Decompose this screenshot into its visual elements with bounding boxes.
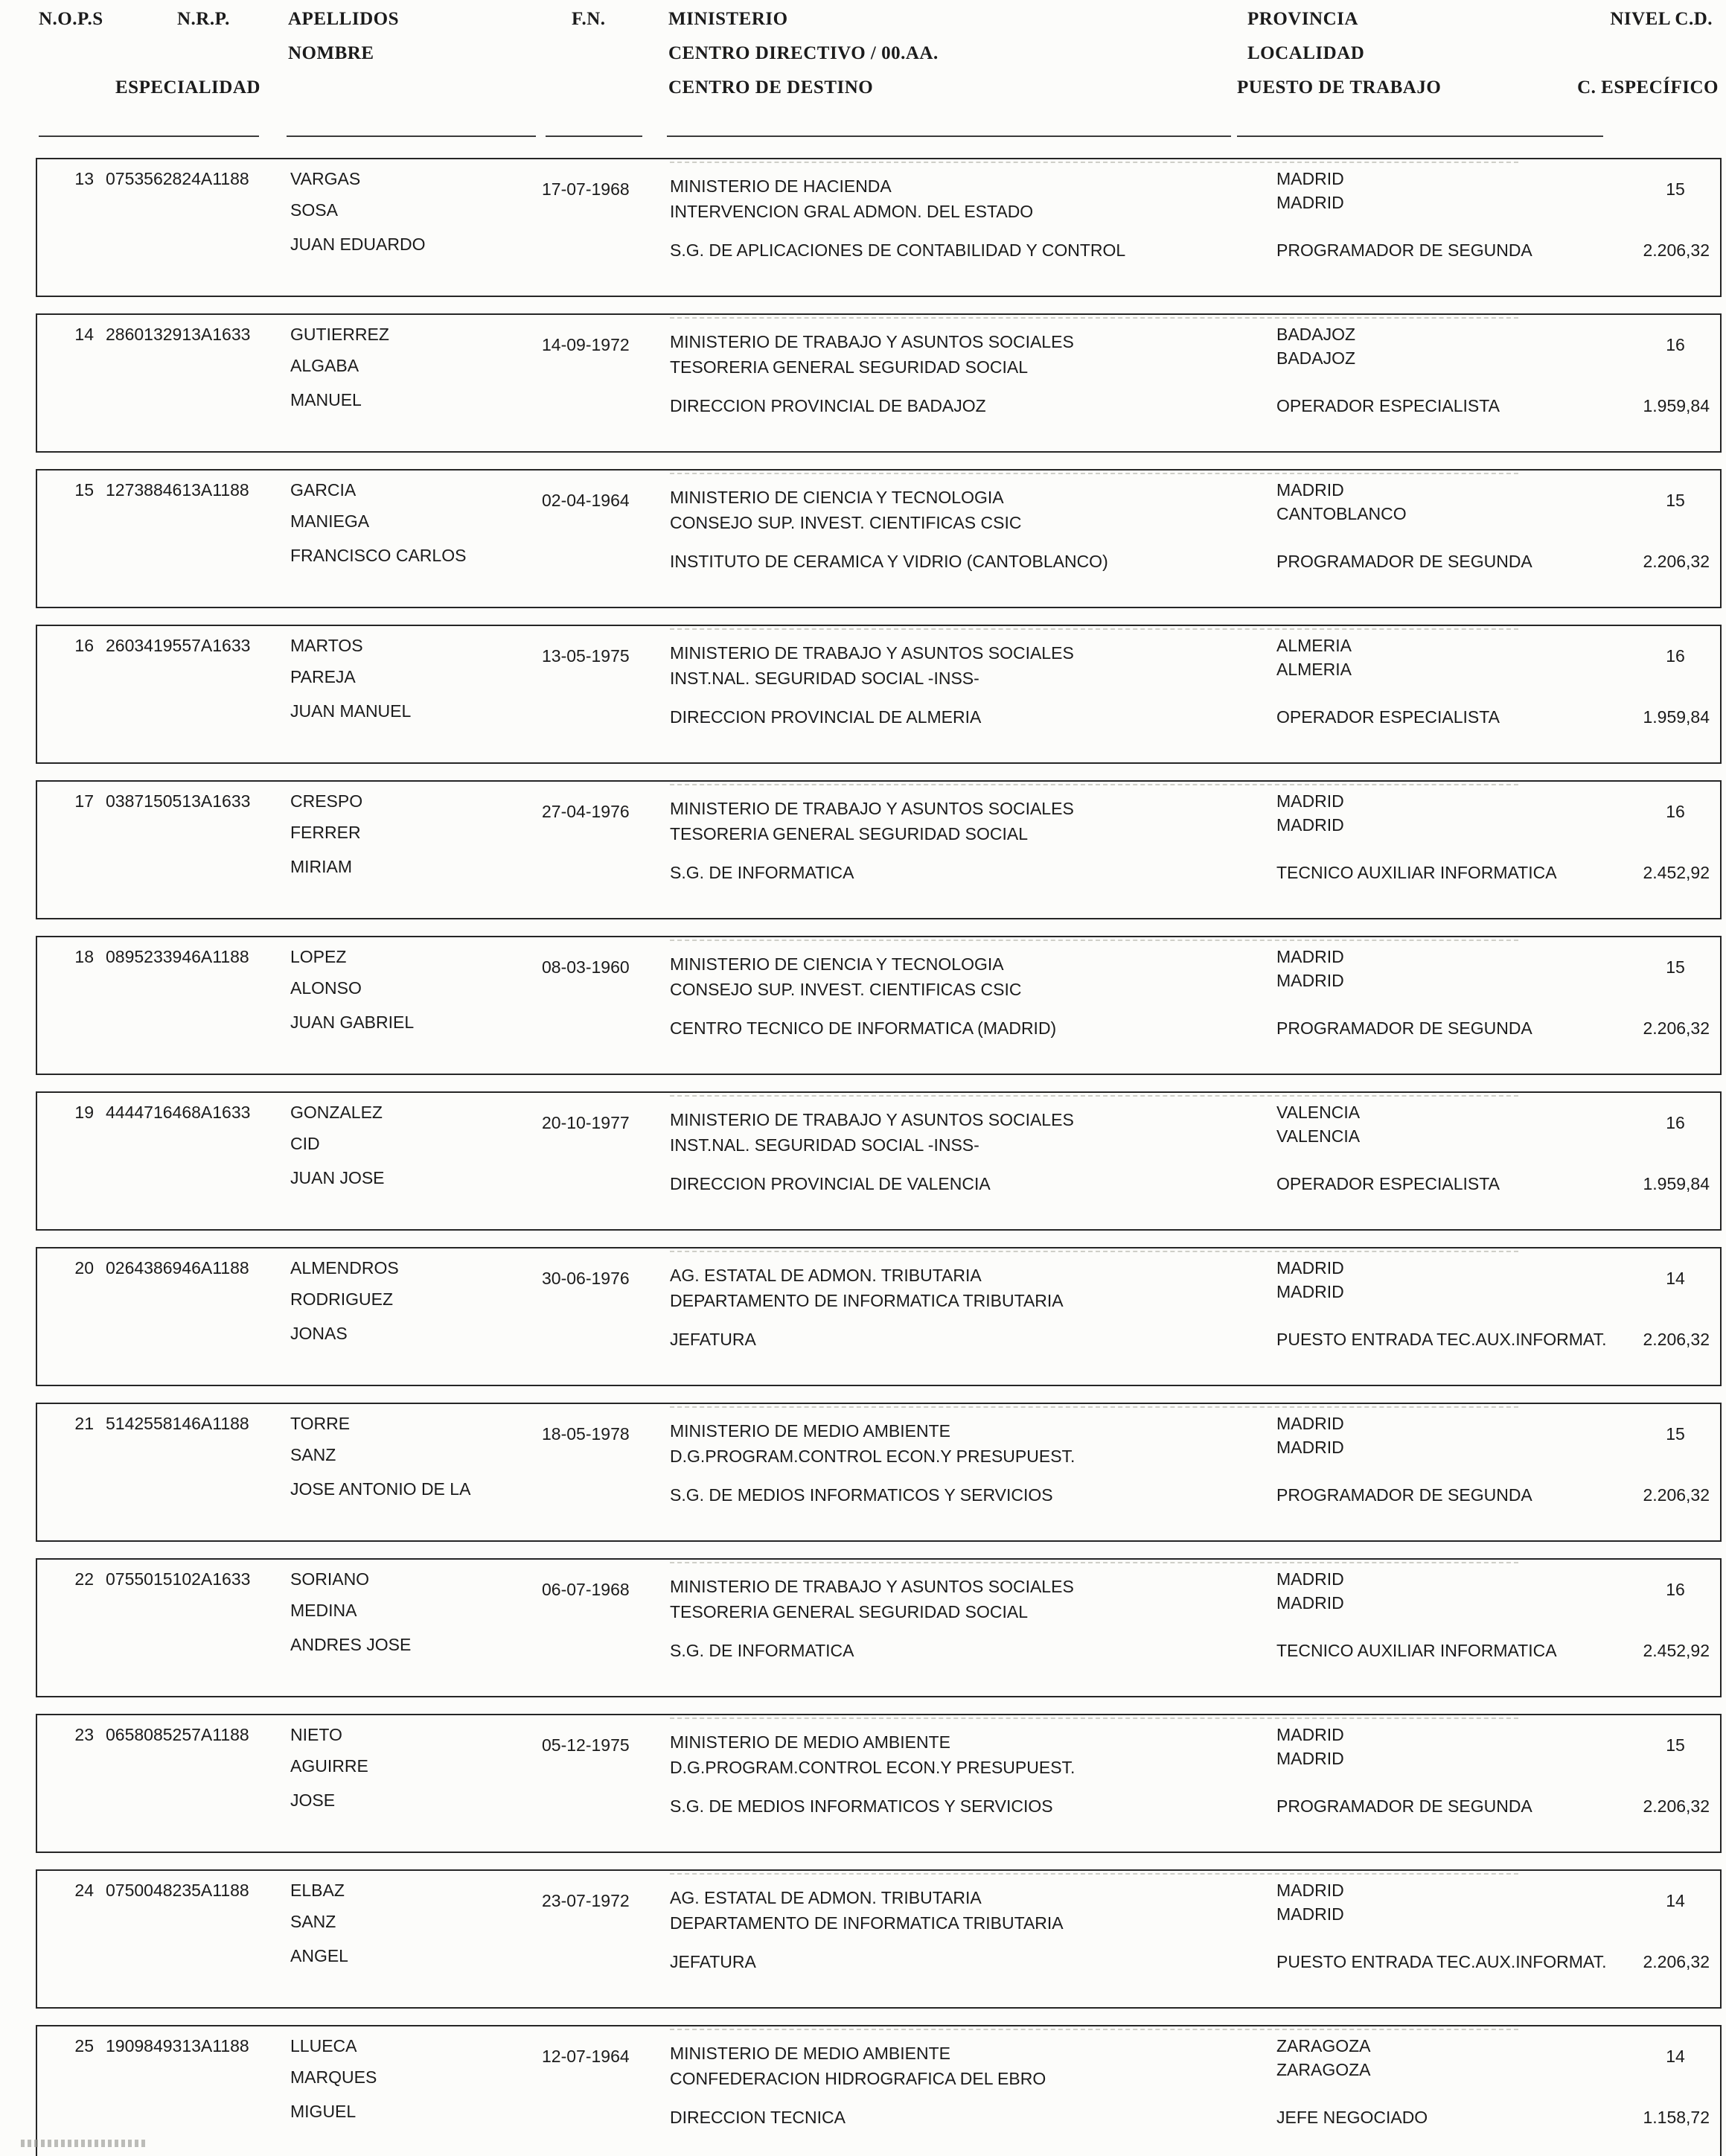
surname-1: VARGAS [290,169,361,188]
header-underline [546,135,642,137]
nrp-value: 1273884613A1188 [106,480,249,500]
directive-center: TESORERIA GENERAL SEGURIDAD SOCIAL [670,824,1028,843]
province: BADAJOZ [1276,325,1356,344]
nrp-value: 2603419557A1633 [106,636,251,655]
row-number: 19 [74,1103,94,1122]
scan-noise-line [670,940,1518,941]
header-underline [287,135,536,137]
specific-complement: 2.206,32 [1643,1018,1710,1038]
scan-noise-line [670,1406,1518,1408]
ministry: MINISTERIO DE TRABAJO Y ASUNTOS SOCIALES [670,1110,1074,1129]
table-row [36,158,1722,297]
ministry: MINISTERIO DE CIENCIA Y TECNOLOGIA [670,954,1004,974]
table-row [36,625,1722,764]
surname-1: LOPEZ [290,947,347,966]
scan-noise-line [670,2029,1518,2030]
surname-1: GUTIERREZ [290,325,389,344]
specific-complement: 1.959,84 [1643,1174,1710,1193]
nrp-value: 5142558146A1188 [106,1414,249,1433]
first-name: JUAN EDUARDO [290,235,426,254]
row-number: 15 [74,480,94,500]
directive-center: CONFEDERACION HIDROGRAFICA DEL EBRO [670,2069,1046,2088]
table-row [36,1091,1722,1231]
directive-center: CONSEJO SUP. INVEST. CIENTIFICAS CSIC [670,980,1022,999]
level-cd: 15 [1666,179,1685,199]
directive-center: INTERVENCION GRAL ADMON. DEL ESTADO [670,202,1034,221]
nrp-value: 2860132913A1633 [106,325,251,344]
locality: MADRID [1276,1749,1344,1768]
header-localidad: LOCALIDAD [1247,43,1365,63]
header-fn: F.N. [572,9,606,29]
destination-center: INSTITUTO DE CERAMICA Y VIDRIO (CANTOBLANCO) [670,552,1108,571]
row-number: 18 [74,947,94,966]
surname-1: ELBAZ [290,1881,345,1900]
surname-2: ALGABA [290,356,359,375]
birth-date: 23-07-1972 [542,1891,630,1910]
ministry: AG. ESTATAL DE ADMON. TRIBUTARIA [670,1266,982,1285]
locality: MADRID [1276,193,1344,212]
destination-center: S.G. DE MEDIOS INFORMATICOS Y SERVICIOS [670,1796,1053,1816]
scan-noise-line [670,162,1518,163]
header-nops: N.O.P.S [39,9,103,29]
surname-2: RODRIGUEZ [290,1289,393,1309]
scan-noise-line [670,628,1518,630]
nrp-value: 0264386946A1188 [106,1258,249,1278]
locality: MADRID [1276,1438,1344,1457]
header-apellidos: APELLIDOS [288,9,399,29]
directive-center: TESORERIA GENERAL SEGURIDAD SOCIAL [670,357,1028,377]
province: ALMERIA [1276,636,1352,655]
level-cd: 15 [1666,1735,1685,1755]
destination-center: DIRECCION PROVINCIAL DE ALMERIA [670,707,982,727]
destination-center: S.G. DE INFORMATICA [670,863,854,882]
table-row [36,1558,1722,1697]
scan-noise-line [670,1251,1518,1252]
birth-date: 06-07-1968 [542,1580,630,1599]
row-number: 14 [74,325,94,344]
specific-complement: 1.158,72 [1643,2108,1710,2127]
province: MADRID [1276,1414,1344,1433]
locality: MADRID [1276,1282,1344,1301]
birth-date: 18-05-1978 [542,1424,630,1444]
specific-complement: 2.206,32 [1643,1330,1710,1349]
level-cd: 15 [1666,1424,1685,1444]
nrp-value: 0753562824A1188 [106,169,249,188]
locality: ALMERIA [1276,660,1352,679]
birth-date: 17-07-1968 [542,179,630,199]
surname-1: TORRE [290,1414,351,1433]
destination-center: JEFATURA [670,1330,756,1349]
level-cd: 16 [1666,646,1685,666]
birth-date: 13-05-1975 [542,646,630,666]
scan-noise-line [670,1562,1518,1563]
table-row [36,2025,1722,2156]
first-name: ANGEL [290,1946,348,1965]
ministry: MINISTERIO DE MEDIO AMBIENTE [670,2044,950,2063]
table-row [36,469,1722,608]
row-number: 22 [74,1569,94,1589]
directive-center: INST.NAL. SEGURIDAD SOCIAL -INSS- [670,669,979,688]
directive-center: DEPARTAMENTO DE INFORMATICA TRIBUTARIA [670,1913,1064,1933]
job-position: PROGRAMADOR DE SEGUNDA [1276,1018,1532,1038]
destination-center: CENTRO TECNICO DE INFORMATICA (MADRID) [670,1018,1057,1038]
row-number: 24 [74,1881,94,1900]
destination-center: S.G. DE INFORMATICA [670,1641,854,1660]
scan-artifact [21,2140,147,2147]
job-position: PROGRAMADOR DE SEGUNDA [1276,1485,1532,1505]
ministry: AG. ESTATAL DE ADMON. TRIBUTARIA [670,1888,982,1907]
directive-center: DEPARTAMENTO DE INFORMATICA TRIBUTARIA [670,1291,1064,1310]
surname-1: MARTOS [290,636,363,655]
scan-noise-line [670,1718,1518,1719]
surname-2: SANZ [290,1912,336,1931]
table-row [36,1247,1722,1386]
header-nrp: N.R.P. [177,9,230,29]
level-cd: 16 [1666,335,1685,354]
locality: MADRID [1276,971,1344,990]
surname-2: MARQUES [290,2067,377,2087]
province: MADRID [1276,947,1344,966]
header-centro-directivo: CENTRO DIRECTIVO / 00.AA. [668,43,939,63]
level-cd: 15 [1666,957,1685,977]
specific-complement: 2.206,32 [1643,1796,1710,1816]
level-cd: 16 [1666,1113,1685,1132]
first-name: JOSE [290,1790,336,1810]
header-especialidad: ESPECIALIDAD [115,77,261,98]
header-provincia: PROVINCIA [1247,9,1358,29]
specific-complement: 2.206,32 [1643,1952,1710,1971]
surname-1: GONZALEZ [290,1103,383,1122]
birth-date: 02-04-1964 [542,491,630,510]
job-position: OPERADOR ESPECIALISTA [1276,396,1500,415]
surname-2: FERRER [290,823,361,842]
directive-center: CONSEJO SUP. INVEST. CIENTIFICAS CSIC [670,513,1022,532]
surname-2: MANIEGA [290,511,370,531]
locality: CANTOBLANCO [1276,504,1407,523]
destination-center: S.G. DE MEDIOS INFORMATICOS Y SERVICIOS [670,1485,1053,1505]
nrp-value: 1909849313A1188 [106,2036,249,2055]
header-underline [1237,135,1603,137]
header-centro-destino: CENTRO DE DESTINO [668,77,874,98]
first-name: JUAN JOSE [290,1168,385,1187]
first-name: FRANCISCO CARLOS [290,546,467,565]
birth-date: 30-06-1976 [542,1269,630,1288]
directive-center: D.G.PROGRAM.CONTROL ECON.Y PRESUPUEST. [670,1758,1075,1777]
specific-complement: 2.206,32 [1643,1485,1710,1505]
province: MADRID [1276,1725,1344,1744]
scan-noise-line [670,784,1518,785]
rows-container [0,158,1726,2156]
surname-2: PAREJA [290,667,356,686]
level-cd: 14 [1666,1891,1685,1910]
specific-complement: 2.452,92 [1643,1641,1710,1660]
surname-1: GARCIA [290,480,357,500]
job-position: OPERADOR ESPECIALISTA [1276,707,1500,727]
birth-date: 08-03-1960 [542,957,630,977]
destination-center: DIRECCION PROVINCIAL DE VALENCIA [670,1174,991,1193]
locality: MADRID [1276,1593,1344,1613]
surname-1: CRESPO [290,791,363,811]
birth-date: 05-12-1975 [542,1735,630,1755]
province: MADRID [1276,1569,1344,1589]
destination-center: DIRECCION PROVINCIAL DE BADAJOZ [670,396,986,415]
directive-center: INST.NAL. SEGURIDAD SOCIAL -INSS- [670,1135,979,1155]
first-name: ANDRES JOSE [290,1635,412,1654]
row-number: 23 [74,1725,94,1744]
surname-2: ALONSO [290,978,362,998]
table-row [36,313,1722,453]
header-underline [667,135,1231,137]
job-position: PUESTO ENTRADA TEC.AUX.INFORMAT. [1276,1952,1607,1971]
nrp-value: 0387150513A1633 [106,791,251,811]
ministry: MINISTERIO DE TRABAJO Y ASUNTOS SOCIALES [670,643,1074,663]
specific-complement: 1.959,84 [1643,396,1710,415]
ministry: MINISTERIO DE TRABAJO Y ASUNTOS SOCIALES [670,1577,1074,1596]
level-cd: 14 [1666,1269,1685,1288]
locality: ZARAGOZA [1276,2060,1371,2079]
ministry: MINISTERIO DE MEDIO AMBIENTE [670,1732,950,1752]
first-name: MANUEL [290,390,362,409]
scan-noise-line [670,473,1518,474]
table-row [36,1403,1722,1542]
surname-2: MEDINA [290,1601,357,1620]
ministry: MINISTERIO DE TRABAJO Y ASUNTOS SOCIALES [670,799,1074,818]
surname-2: SOSA [290,200,338,220]
province: MADRID [1276,169,1344,188]
ministry: MINISTERIO DE MEDIO AMBIENTE [670,1421,950,1441]
destination-center: JEFATURA [670,1952,756,1971]
surname-1: SORIANO [290,1569,370,1589]
row-number: 21 [74,1414,94,1433]
table-row [36,936,1722,1075]
surname-2: CID [290,1134,320,1153]
locality: MADRID [1276,815,1344,835]
first-name: MIRIAM [290,857,353,876]
locality: MADRID [1276,1904,1344,1924]
level-cd: 16 [1666,802,1685,821]
specific-complement: 2.452,92 [1643,863,1710,882]
job-position: TECNICO AUXILIAR INFORMATICA [1276,1641,1557,1660]
row-number: 13 [74,169,94,188]
row-number: 25 [74,2036,94,2055]
header-ministerio: MINISTERIO [668,9,788,29]
specific-complement: 2.206,32 [1643,552,1710,571]
scan-noise-line [670,1095,1518,1097]
row-number: 16 [74,636,94,655]
directive-center: TESORERIA GENERAL SEGURIDAD SOCIAL [670,1602,1028,1621]
birth-date: 20-10-1977 [542,1113,630,1132]
first-name: JOSE ANTONIO DE LA [290,1479,471,1499]
job-position: PUESTO ENTRADA TEC.AUX.INFORMAT. [1276,1330,1607,1349]
first-name: JUAN GABRIEL [290,1012,415,1032]
row-number: 20 [74,1258,94,1278]
province: MADRID [1276,791,1344,811]
birth-date: 12-07-1964 [542,2047,630,2066]
level-cd: 16 [1666,1580,1685,1599]
surname-1: LLUECA [290,2036,357,2055]
surname-2: AGUIRRE [290,1756,368,1776]
scan-noise-line [670,317,1518,319]
job-position: PROGRAMADOR DE SEGUNDA [1276,240,1532,260]
job-position: TECNICO AUXILIAR INFORMATICA [1276,863,1557,882]
ministry: MINISTERIO DE CIENCIA Y TECNOLOGIA [670,488,1004,507]
specific-complement: 2.206,32 [1643,240,1710,260]
destination-center: DIRECCION TECNICA [670,2108,846,2127]
province: MADRID [1276,480,1344,500]
nrp-value: 0750048235A1188 [106,1881,249,1900]
first-name: JUAN MANUEL [290,701,412,721]
birth-date: 14-09-1972 [542,335,630,354]
job-position: OPERADOR ESPECIALISTA [1276,1174,1500,1193]
header-c-especifico: C. ESPECÍFICO [1577,77,1719,98]
directive-center: D.G.PROGRAM.CONTROL ECON.Y PRESUPUEST. [670,1447,1075,1466]
birth-date: 27-04-1976 [542,802,630,821]
ministry: MINISTERIO DE HACIENDA [670,176,892,196]
locality: VALENCIA [1276,1126,1361,1146]
header-puesto-trabajo: PUESTO DE TRABAJO [1237,77,1442,98]
nrp-value: 0895233946A1188 [106,947,249,966]
destination-center: S.G. DE APLICACIONES DE CONTABILIDAD Y CONTROL [670,240,1126,260]
locality: BADAJOZ [1276,348,1356,368]
nrp-value: 0658085257A1188 [106,1725,249,1744]
province: MADRID [1276,1258,1344,1278]
surname-2: SANZ [290,1445,336,1464]
job-position: JEFE NEGOCIADO [1276,2108,1428,2127]
specific-complement: 1.959,84 [1643,707,1710,727]
job-position: PROGRAMADOR DE SEGUNDA [1276,1796,1532,1816]
table-row [36,1869,1722,2009]
province: ZARAGOZA [1276,2036,1371,2055]
first-name: JONAS [290,1324,348,1343]
job-position: PROGRAMADOR DE SEGUNDA [1276,552,1532,571]
level-cd: 15 [1666,491,1685,510]
table-row [36,780,1722,919]
province: VALENCIA [1276,1103,1361,1122]
scan-noise-line [670,1873,1518,1875]
nrp-value: 4444716468A1633 [106,1103,251,1122]
header-nombre: NOMBRE [288,43,374,63]
ministry: MINISTERIO DE TRABAJO Y ASUNTOS SOCIALES [670,332,1074,351]
table-row [36,1714,1722,1853]
nrp-value: 0755015102A1633 [106,1569,251,1589]
level-cd: 14 [1666,2047,1685,2066]
surname-1: NIETO [290,1725,342,1744]
header-underline [39,135,259,137]
province: MADRID [1276,1881,1344,1900]
header-nivel-cd: NIVEL C.D. [1610,9,1713,29]
row-number: 17 [74,791,94,811]
first-name: MIGUEL [290,2102,357,2121]
surname-1: ALMENDROS [290,1258,399,1278]
